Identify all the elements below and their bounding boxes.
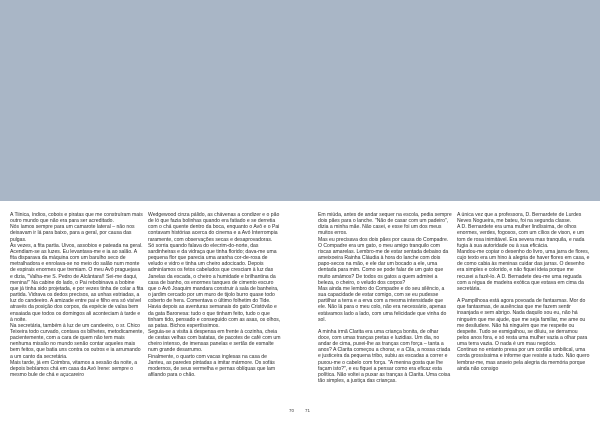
paragraph: Wedgewood cinza pálido, as chávenas a condizer e o pão de ló que fazia bolinhas quando era fatiado e se derretia com o chá quente dentro da boca, enquanto o Avô e o Pai contavam histórias acerca do cinema e a Avó Interrompia raramente, com observações secas e desaprovadoras.	[148, 212, 280, 243]
paragraph: Seguia-se a visita à despensa em frente à cozinha, cheia de cestas velhas com batatas, de pacotes de café com um cheiro intenso, de imensas panelas e sertãs de esmalte num grande desarrumo.	[148, 328, 281, 354]
page-number-right: 71	[305, 408, 311, 413]
paragraph: Mandou-me copiar o desenho do livro, uma jarra de flores, cujo texto era um hino à alegria de haver flores em casa, e de como cabia às meninas cuidar das jarras. O desenho era simples e colorido, e não fiquei ideia porque me recusei a fazê-lo. A D. Bernadete deu-me uma reguada com a régua de madeira exótica que estava em cima da secretária.	[457, 248, 590, 292]
paragraph: A D. Bernardete era uma mulher lindíssima, de olhos enormes, verdes, fogosos, com um cílios de vison, e um tom de rosa inimitável. Era severa mas tranquila, e nada fugia à sua autoridade ou à sua eficácia.	[457, 224, 585, 249]
text-column-1	[10, 212, 144, 378]
paragraph: A única vez que a professora, D. Bernardete de Lurdes Neves Nogueira, me bateu, foi na segunda classe.	[457, 212, 582, 225]
header-image-band	[0, 0, 600, 201]
paragraph: Às vezes, a fita partia. Uivos, assobios e pateada na geral. Acendiam-se as luzes. Eu levantava-me e ia ao salão. A fita disparava da máquina com um barulho seco de metralhadora e enrolava-se no meio do salão num monte de espirais enormes que tremiam. O meu Avô praguejava e dizia, "Valha-me S. Pedro de Alcântara!! Sei-me daqui, menina!" Na cabine do lado, o Pai rebobinava a bobine que já tinha sido projetada, e por vezes tinha de colar a fita partida. Vidrava os dedos precisos, as unhas estriadas, a luz do candeeiro. A amizade entre pai e filho era só visível através da posição dos corpos, da espécie de valsa bem ensaiada que todos os domingos ali aconteciam à tarde e à noite.	[10, 242, 144, 323]
paragraph: Continuo no entanto presa por um cordão umbilical, uma corda grossíssima e informe que resiste a tudo. Não quero lembrar-me, mas anseio pela alegria da memória porque ainda não consigo	[457, 347, 590, 372]
paragraph: A Tiinica, índios, cobois e piratas que me construíram mais outro mundo que não era para ser acreditado.	[10, 212, 143, 225]
paragraph: Mais tarde, já em Coimbra, vitamos a sessão da noite, a depois bebíamos chá em casa da Avó Irene: sempre o mesmo bule de chá e açucareiro	[10, 359, 138, 379]
page-number-left: 70	[289, 408, 295, 413]
text-column-2	[148, 212, 282, 378]
paragraph: Finalmente, o quarto com vacas inglesas na casa de Janteu, as paredes pintadas a imitar mármore. Os sofás modernos, de seus vermelha e pernas oblíquas que lam afilando para o chão.	[148, 353, 276, 379]
paragraph: Em miúda, antes de andar sequer na escola, pedia sempre dois pães para o lanche. "Não de casar com um padeiro", dizia a minha mãe. Não casei, e esse foi um dos meus muitos erros.	[318, 212, 452, 237]
paragraph: A Pampilhosa está agora povoada de fantasmas. Mor do que fantasmas, de ausências que me fazem sentir insanjada e sem abrigo. Nada daquilo sou eu, não há ninguém que me ajude, que me seja familiar, me ame ou me desiludere. Não há ninguém que me respeite ou despeite. Tudo se esmigalhou, se diluiu, se derramou pelos anos fora, e só resta uma mulher vazia a olhar para uma terra vazia. O nada é um mau negócio.	[457, 298, 588, 348]
text-column-3	[318, 212, 452, 384]
paragraph: Nós íamos sempre para um camarote lateral – não nos deixavam ir lá para baixo, para a geral, por causa das pulgas.	[10, 224, 135, 243]
paragraph: Na secretária, também à luz de um candeeiro, o sr. Chico Teixeira todo curvado, contava os bilhetes, metodicamente, pacientemente, com a cara de quem não tem mais nenhuma missão no mundo senão contar aqueles mais bem feitos, que batia uns contra os outros e ia arrumando a um canto da secretária.	[10, 322, 144, 360]
paragraph: Mas ainda me lembro do Compadre e do seu silêncio, a sua capacidade de estar comigo, com se eu pudesse partilhar a terra e a erva com a mesma intensidade que ele. Não lá para o meu colo, não era necessário, apenas estávamos lado a lado, com uma felicidade que vinha do sol.	[318, 285, 447, 323]
paragraph: Só sorria quando falava do elecrim-do-norte, das sardinheiras e da vidraça que tinha florido; dava-me uma pequena flor que parecia uma aranha cor-de-rosa de veludo e vidro e tinha um cheiro adocicado. Depois adminíamos os fetos cabeludos que cresciam à luz das Janelas da escada, o cheiro a humidade e brilhantina da casa de banho, os enormes tanques de cimento escuro que o Avô Joaquim mandara construir à sala de banheira, o jardim cercado por um muro de tijolo burro quase todo coberto de hera. Comentava o último folhetim do Tide. Havia depois as aventuras semanais do gato Cristóvão e da gata Baronesa: tudo o que tinham feito, tudo o que tinham tido, pensado e conseguido com as asas, os olhos, as patas. Bichos espertíssimos.	[148, 242, 281, 329]
text-column-4	[457, 212, 591, 372]
paragraph: Mas eu precisava dos dois pães por causa do Compadre. O Compadre era um gato, o meu amigo tranquilo com riscas amarelas. Lembro-me de estar sentada debaixo da ameixoeira Rainha Cláudia à hora do lanche com dois papo-secos na mão, e ele dar um bocado a ele, uma dentada para mim. Como se pode falar de um gato que muito amámos? De todos os gatos a quem admirei a beleza, o cheiro, o veludo dos corpos?	[318, 236, 449, 286]
paragraph: A minha irmã Clarita era uma criança bonita, de olhar doce, com umas tranças pretas e luzidias. Um dia, no andar de cima, puxei-lhe as tranças com força – tanta a anos? A Clarita começou a chorar, e a Cila, a nossa criada e justiceira da pequena tribo, subiu as escadas a correr e puxou-me o cabelo com força. "A menina gosta que lhe façam isto?", e eu fiquei a pensar como era eficaz esta política. Não voltei a puxar as tranças à Clarita. Uma coisa tão simples, a justiça das crianças.	[318, 328, 451, 385]
